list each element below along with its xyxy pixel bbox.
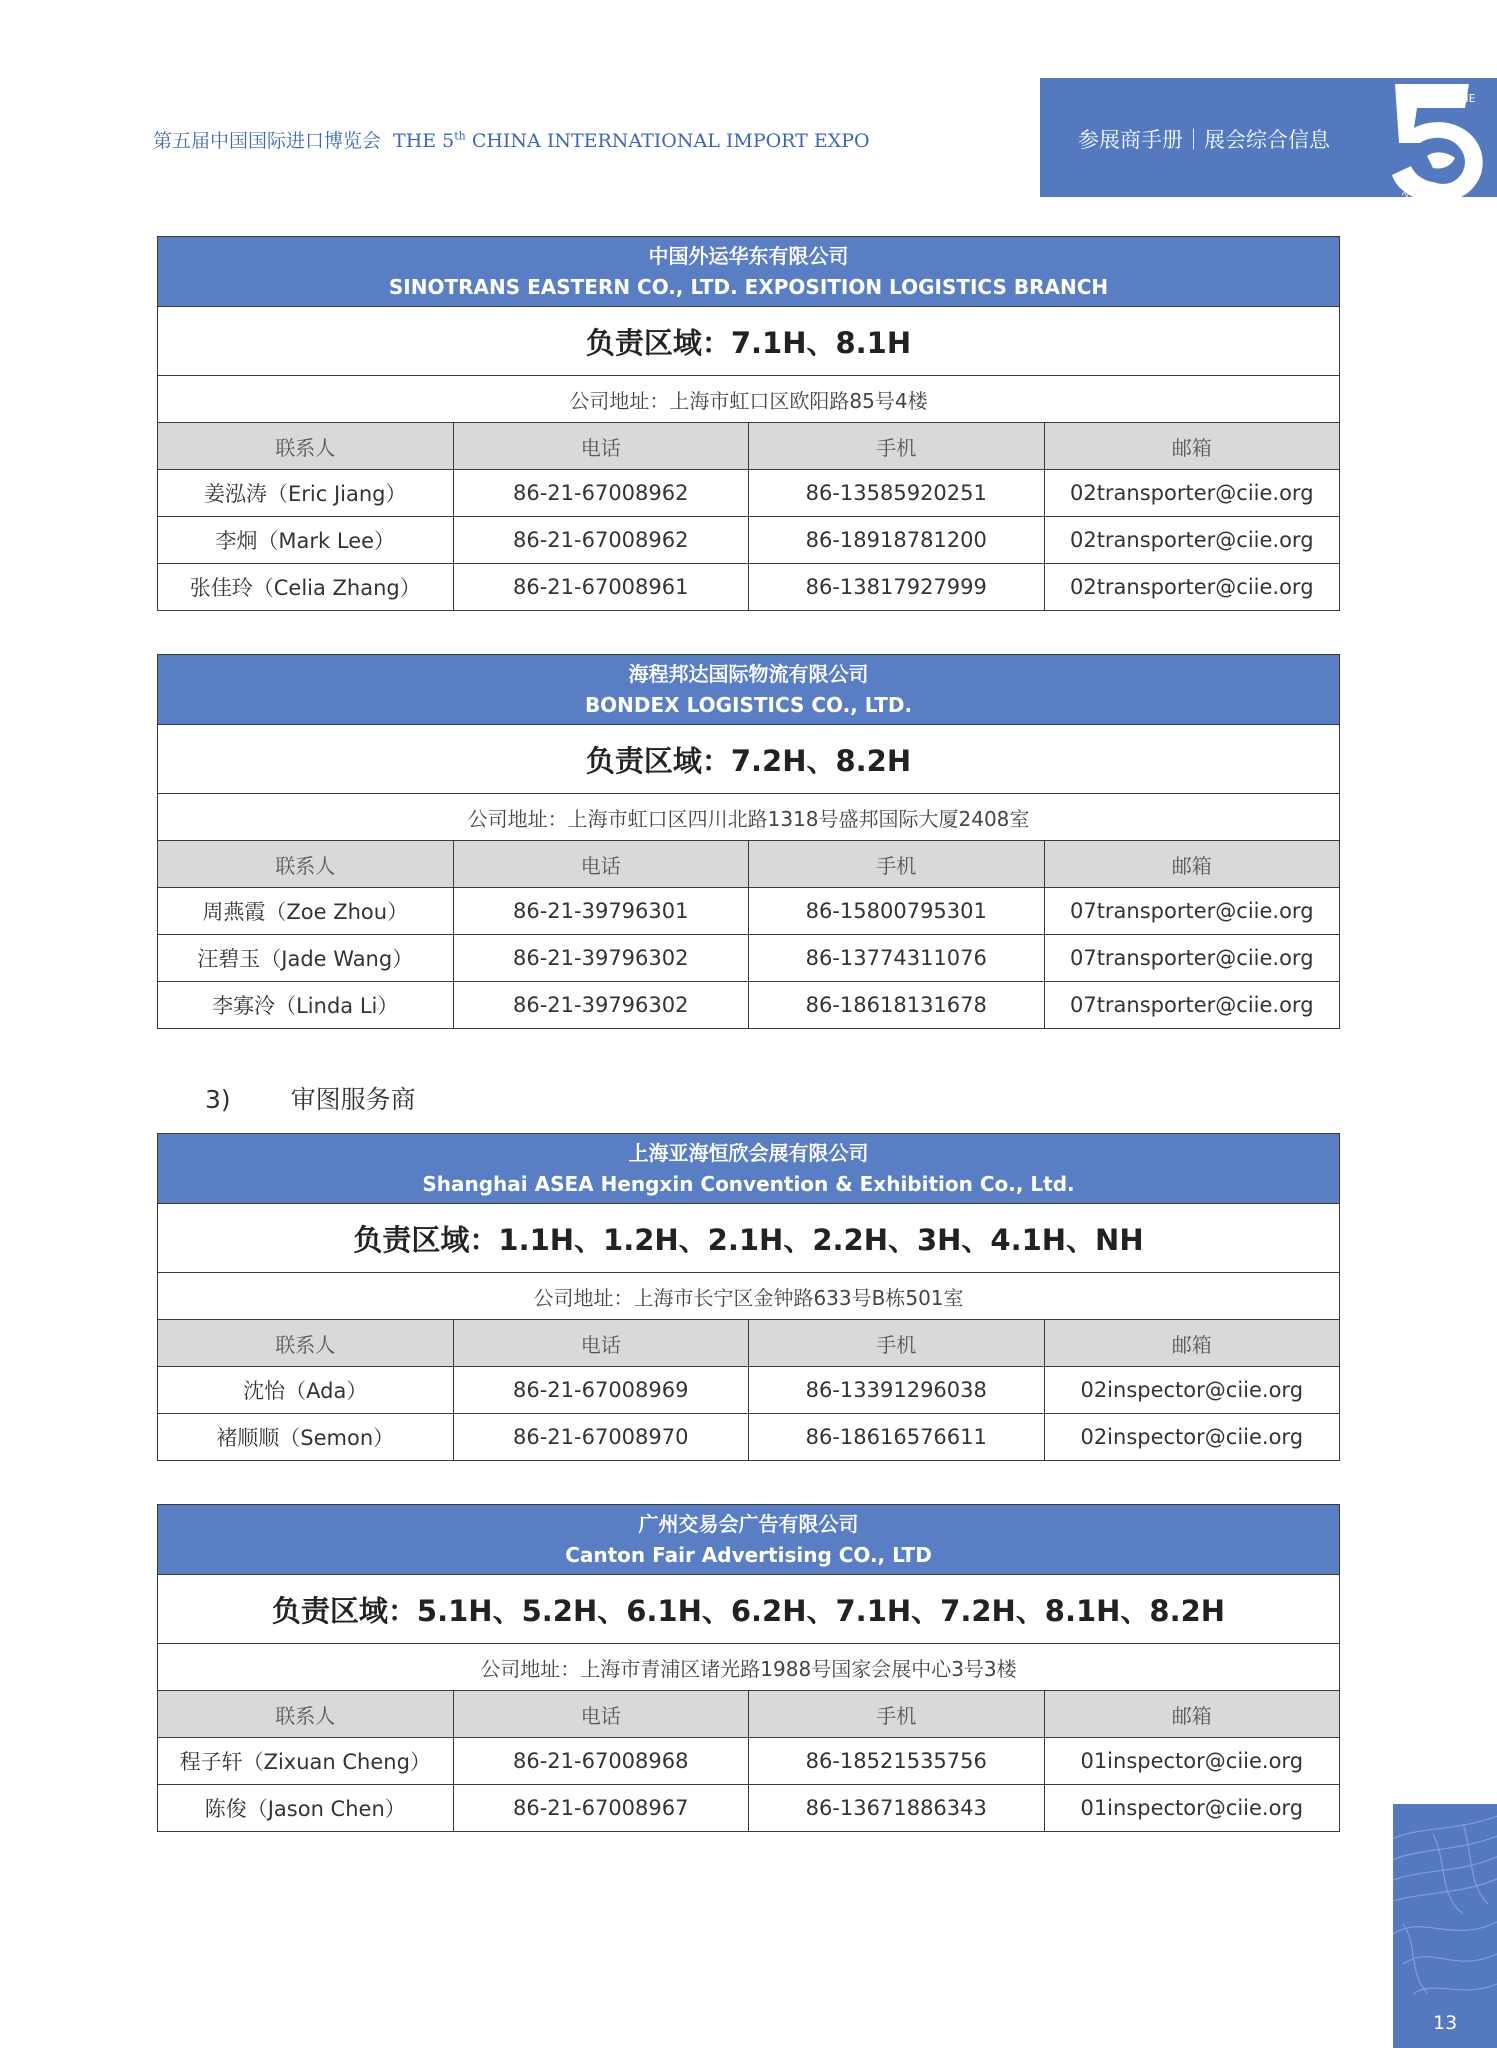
- company-card-sinotrans: [157, 236, 1340, 611]
- table-header-row: [158, 423, 1340, 470]
- company-name-cell: [158, 1134, 1340, 1204]
- company-name-en: Canton Fair Advertising CO., LTD: [565, 1542, 932, 1567]
- table-row: [158, 1738, 1340, 1785]
- col-email: 邮箱: [1044, 1320, 1340, 1367]
- contact-phone: 86-21-67008962: [453, 470, 749, 517]
- contact-phone: 86-21-67008970: [453, 1414, 749, 1461]
- contact-email: 07transporter@ciie.org: [1044, 888, 1340, 935]
- company-name-cn: 上海亚海恒欣会展有限公司: [628, 1140, 869, 1165]
- section-heading: [205, 1080, 416, 1116]
- col-email: 邮箱: [1044, 1691, 1340, 1738]
- table-row: [158, 1785, 1340, 1832]
- col-phone: 电话: [453, 1691, 749, 1738]
- contact-name: 汪碧玉（Jade Wang）: [158, 935, 454, 982]
- contact-email: 02transporter@ciie.org: [1044, 517, 1340, 564]
- company-address: 公司地址：上海市虹口区欧阳路85号4楼: [158, 376, 1340, 423]
- company-address: 公司地址：上海市长宁区金钟路633号B栋501室: [158, 1273, 1340, 1320]
- company-name-en: BONDEX LOGISTICS CO., LTD.: [584, 692, 913, 717]
- section-title-text: 审图服务商: [290, 1085, 416, 1114]
- logo-year-text: 2022: [1400, 176, 1416, 199]
- contact-mobile: 86-18918781200: [749, 517, 1045, 564]
- contact-email: 07transporter@ciie.org: [1044, 982, 1340, 1029]
- col-contact: 联系人: [158, 1320, 454, 1367]
- table-row: [158, 982, 1340, 1029]
- section-title: 参展商手册｜展会综合信息: [1078, 128, 1330, 152]
- company-table: [157, 1133, 1340, 1461]
- table-row: [158, 1367, 1340, 1414]
- contact-mobile: 86-15800795301: [749, 888, 1045, 935]
- contact-name: 张佳玲（Celia Zhang）: [158, 564, 454, 611]
- contact-phone: 86-21-67008968: [453, 1738, 749, 1785]
- contact-phone: 86-21-67008961: [453, 564, 749, 611]
- contact-name: 褚顺顺（Semon）: [158, 1414, 454, 1461]
- contact-name: 姜泓涛（Eric Jiang）: [158, 470, 454, 517]
- contact-mobile: 86-13774311076: [749, 935, 1045, 982]
- company-name-en: Shanghai ASEA Hengxin Convention & Exhibition Co., Ltd.: [422, 1171, 1075, 1196]
- company-address: 公司地址：上海市虹口区四川北路1318号盛邦国际大厦2408室: [158, 794, 1340, 841]
- responsible-area: 负责区域：1.1H、1.2H、2.1H、2.2H、3H、4.1H、NH: [158, 1204, 1340, 1273]
- table-row: [158, 1414, 1340, 1461]
- header-title: [153, 126, 870, 153]
- header-band: [1040, 78, 1497, 197]
- company-name-cn: 中国外运华东有限公司: [648, 243, 849, 268]
- company-name-cell: [158, 655, 1340, 725]
- contact-mobile: 86-13391296038: [749, 1367, 1045, 1414]
- contact-phone: 86-21-67008962: [453, 517, 749, 564]
- col-contact: 联系人: [158, 423, 454, 470]
- company-name-cell: [158, 1505, 1340, 1575]
- responsible-area: 负责区域：5.1H、5.2H、6.1H、6.2H、7.1H、7.2H、8.1H、8.2H: [158, 1575, 1340, 1644]
- contact-name: 李炯（Mark Lee）: [158, 517, 454, 564]
- contact-name: 沈怡（Ada）: [158, 1367, 454, 1414]
- col-phone: 电话: [453, 841, 749, 888]
- contact-mobile: 86-18618131678: [749, 982, 1045, 1029]
- table-row: [158, 564, 1340, 611]
- page-corner-band: [1393, 1804, 1497, 2048]
- company-card-asea: [157, 1133, 1340, 1461]
- col-contact: 联系人: [158, 841, 454, 888]
- logo-ciie-text: CIIE: [1454, 92, 1476, 105]
- table-header-row: [158, 1320, 1340, 1367]
- contact-mobile: 86-18521535756: [749, 1738, 1045, 1785]
- contact-phone: 86-21-67008969: [453, 1367, 749, 1414]
- responsible-area: 负责区域：7.1H、8.1H: [158, 307, 1340, 376]
- contact-mobile: 86-18616576611: [749, 1414, 1045, 1461]
- page-number: 13: [1433, 2012, 1458, 2034]
- col-phone: 电话: [453, 423, 749, 470]
- contact-email: 07transporter@ciie.org: [1044, 935, 1340, 982]
- contact-mobile: 86-13585920251: [749, 470, 1045, 517]
- company-name-cell: [158, 237, 1340, 307]
- col-phone: 电话: [453, 1320, 749, 1367]
- contact-email: 02transporter@ciie.org: [1044, 564, 1340, 611]
- col-contact: 联系人: [158, 1691, 454, 1738]
- col-mobile: 手机: [749, 1691, 1045, 1738]
- ciie-logo-icon: [1365, 70, 1497, 205]
- contact-mobile: 86-13817927999: [749, 564, 1045, 611]
- responsible-area: 负责区域：7.2H、8.2H: [158, 725, 1340, 794]
- contact-phone: 86-21-39796302: [453, 982, 749, 1029]
- company-card-canton-fair: [157, 1504, 1340, 1832]
- contact-phone: 86-21-39796301: [453, 888, 749, 935]
- table-header-row: [158, 841, 1340, 888]
- company-name-cn: 广州交易会广告有限公司: [638, 1511, 859, 1536]
- contact-name: 程子轩（Zixuan Cheng）: [158, 1738, 454, 1785]
- table-header-row: [158, 1691, 1340, 1738]
- contact-email: 01inspector@ciie.org: [1044, 1785, 1340, 1832]
- contact-mobile: 86-13671886343: [749, 1785, 1045, 1832]
- header-cn-title: 第五届中国国际进口博览会: [153, 130, 382, 152]
- contact-name: 李寡泠（Linda Li）: [158, 982, 454, 1029]
- contact-email: 02inspector@ciie.org: [1044, 1414, 1340, 1461]
- contact-email: 02transporter@ciie.org: [1044, 470, 1340, 517]
- contact-email: 01inspector@ciie.org: [1044, 1738, 1340, 1785]
- company-card-bondex: [157, 654, 1340, 1029]
- table-row: [158, 470, 1340, 517]
- table-row: [158, 888, 1340, 935]
- company-address: 公司地址：上海市青浦区诸光路1988号国家会展中心3号3楼: [158, 1644, 1340, 1691]
- contact-name: 周燕霞（Zoe Zhou）: [158, 888, 454, 935]
- col-mobile: 手机: [749, 841, 1045, 888]
- contact-phone: 86-21-67008967: [453, 1785, 749, 1832]
- col-mobile: 手机: [749, 1320, 1045, 1367]
- header-en-title: THE 5th CHINA INTERNATIONAL IMPORT EXPO: [393, 129, 870, 152]
- contact-email: 02inspector@ciie.org: [1044, 1367, 1340, 1414]
- col-email: 邮箱: [1044, 423, 1340, 470]
- table-row: [158, 935, 1340, 982]
- table-row: [158, 517, 1340, 564]
- company-name-cn: 海程邦达国际物流有限公司: [628, 661, 869, 686]
- company-table: [157, 654, 1340, 1029]
- contact-name: 陈俊（Jason Chen）: [158, 1785, 454, 1832]
- section-number: 3): [205, 1085, 231, 1114]
- col-email: 邮箱: [1044, 841, 1340, 888]
- company-table: [157, 236, 1340, 611]
- col-mobile: 手机: [749, 423, 1045, 470]
- company-name-en: SINOTRANS EASTERN CO., LTD. EXPOSITION LOGISTICS BRANCH: [388, 274, 1109, 299]
- company-table: [157, 1504, 1340, 1832]
- contact-phone: 86-21-39796302: [453, 935, 749, 982]
